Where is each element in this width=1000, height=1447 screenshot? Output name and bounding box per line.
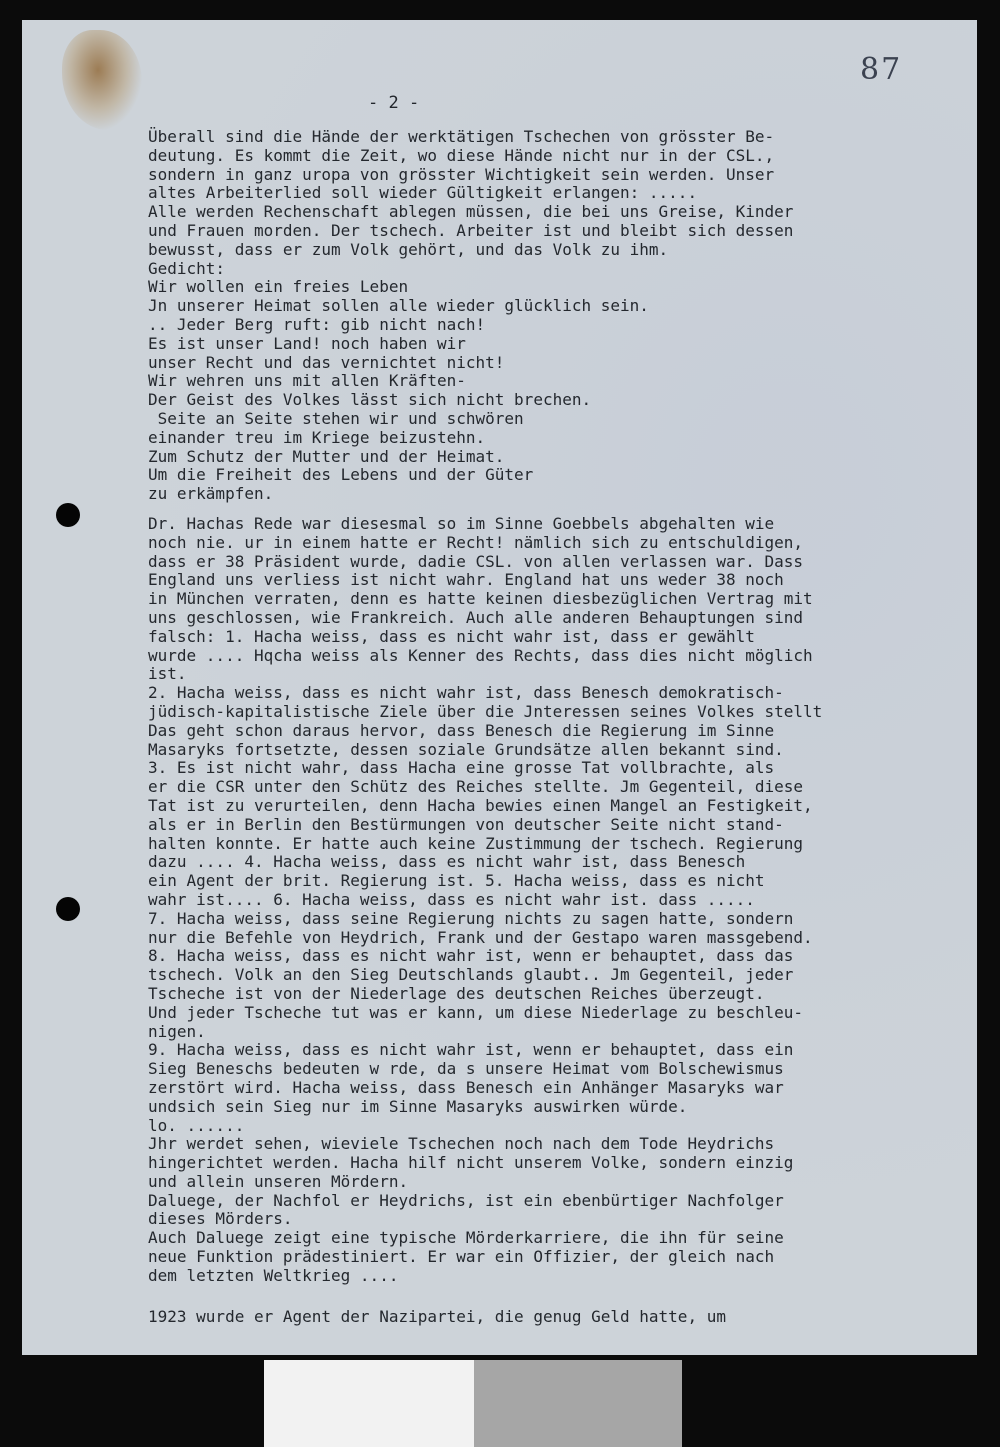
text-line: dem letzten Weltkrieg .... bbox=[148, 1265, 399, 1285]
text-line: zerstört wird. Hacha weiss, dass Benesch ein Anhänger Masaryks war bbox=[148, 1077, 784, 1097]
text-line: als er in Berlin den Bestürmungen von deutscher Seite nicht stand- bbox=[148, 814, 784, 834]
text-line: Gedicht: bbox=[148, 258, 226, 278]
text-line: deutung. Es kommt die Zeit, wo diese Hände nicht nur in der CSL., bbox=[148, 145, 775, 165]
text-line: England uns verliess ist nicht wahr. England hat uns weder 38 noch bbox=[148, 570, 784, 590]
text-line: Dr. Hachas Rede war diesesmal so im Sinne Goebbels abgehalten wie bbox=[148, 514, 775, 533]
punch-hole-bottom bbox=[56, 897, 80, 921]
text-line: in München verraten, denn es hatte keinen diesbezüglichen Vertrag mit bbox=[148, 589, 813, 609]
text-line: dieses Mörders. bbox=[148, 1209, 293, 1229]
page-label: - 2 - bbox=[368, 93, 420, 113]
text-line: Daluege, der Nachfol er Heydrichs, ist ein ebenbürtiger Nachfolger bbox=[148, 1190, 784, 1210]
text-line: bewusst, dass er zum Volk gehört, und das Volk zu ihm. bbox=[148, 239, 669, 259]
text-line: 3. Es ist nicht wahr, dass Hacha eine grosse Tat vollbrachte, als bbox=[148, 758, 775, 778]
text-line: unser Recht und das vernichtet nicht! bbox=[148, 352, 505, 372]
text-line: Zum Schutz der Mutter und der Heimat. bbox=[148, 446, 505, 466]
text-line: falsch: 1. Hacha weiss, dass es nicht wahr ist, dass er gewählt bbox=[148, 626, 755, 646]
text-line: wurde .... Hqcha weiss als Kenner des Rechts, dass dies nicht möglich bbox=[148, 645, 813, 665]
text-line: nigen. bbox=[148, 1021, 206, 1041]
text-line: Masaryks fortsetzte, dessen soziale Grundsätze allen bekannt sind. bbox=[148, 739, 784, 759]
paragraph-3 bbox=[148, 1308, 726, 1327]
paper-stain bbox=[62, 30, 142, 130]
text-line: Wir wehren uns mit allen Kräften- bbox=[148, 371, 466, 391]
text-line: Um die Freiheit des Lebens und der Güter bbox=[148, 465, 534, 485]
text-line: 9. Hacha weiss, dass es nicht wahr ist, wenn er behauptet, dass ein bbox=[148, 1040, 794, 1060]
text-line: hingerichtet werden. Hacha hilf nicht unserem Volke, sondern einzig bbox=[148, 1153, 794, 1173]
text-line: einander treu im Kriege beizustehn. bbox=[148, 427, 486, 447]
text-line: Wir wollen ein freies Leben bbox=[148, 277, 409, 297]
text-line: 7. Hacha weiss, dass seine Regierung nichts zu sagen hatte, sondern bbox=[148, 908, 794, 928]
text-line: undsich sein Sieg nur im Sinne Masaryks auswirken würde. bbox=[148, 1096, 688, 1116]
text-line: dass er 38 Präsident wurde, dadie CSL. von allen verlassen war. Dass bbox=[148, 551, 804, 571]
text-line: uns geschlossen, wie Frankreich. Auch alle anderen Behauptungen sind bbox=[148, 607, 804, 627]
paragraph-1 bbox=[148, 128, 793, 504]
text-line: altes Arbeiterlied soll wieder Gültigkeit erlangen: ..... bbox=[148, 183, 698, 203]
text-line: 2. Hacha weiss, dass es nicht wahr ist, dass Benesch demokratisch- bbox=[148, 683, 784, 703]
text-line: Tscheche ist von der Niederlage des deutschen Reiches überzeugt. bbox=[148, 983, 765, 1003]
text-line: nur die Befehle von Heydrich, Frank und der Gestapo waren massgebend. bbox=[148, 927, 813, 947]
text-line: Alle werden Rechenschaft ablegen müssen, die bei uns Greise, Kinder bbox=[148, 202, 794, 222]
text-line: halten konnte. Er hatte auch keine Zustimmung der tschech. Regierung bbox=[148, 833, 804, 853]
text-line: wahr ist.... 6. Hacha weiss, dass es nicht wahr ist. dass ..... bbox=[148, 889, 755, 909]
text-line: sondern in ganz uropa von grösster Wichtigkeit sein werden. Unser bbox=[148, 164, 775, 184]
text-line: Auch Daluege zeigt eine typische Mörderkarriere, die ihn für seine bbox=[148, 1228, 784, 1248]
footer-gray-patch bbox=[474, 1360, 682, 1447]
text-line: tschech. Volk an den Sieg Deutschlands glaubt.. Jm Gegenteil, jeder bbox=[148, 965, 794, 985]
text-line: Sieg Beneschs bedeuten w rde, da s unsere Heimat vom Bolschewismus bbox=[148, 1059, 784, 1079]
text-line: .. Jeder Berg ruft: gib nicht nach! bbox=[148, 314, 486, 334]
page-number: 87 bbox=[860, 52, 903, 87]
punch-hole-top bbox=[56, 503, 80, 527]
text-line: neue Funktion prädestiniert. Er war ein Offizier, der gleich nach bbox=[148, 1247, 775, 1267]
text-line: lo. ...... bbox=[148, 1115, 245, 1135]
paragraph-2 bbox=[148, 515, 822, 1286]
text-line: zu erkämpfen. bbox=[148, 484, 274, 504]
text-line: Das geht schon daraus hervor, dass Benesch die Regierung im Sinne bbox=[148, 720, 775, 740]
text-line: und allein unseren Mördern. bbox=[148, 1171, 409, 1191]
text-line: Tat ist zu verurteilen, denn Hacha bewies einen Mangel an Festigkeit, bbox=[148, 795, 813, 815]
text-line: 8. Hacha weiss, dass es nicht wahr ist, wenn er behauptet, dass das bbox=[148, 946, 794, 966]
text-line: und Frauen morden. Der tschech. Arbeiter ist und bleibt sich dessen bbox=[148, 220, 794, 240]
text-line: ist. bbox=[148, 664, 187, 684]
text-line: Jhr werdet sehen, wieviele Tschechen noch nach dem Tode Heydrichs bbox=[148, 1134, 775, 1154]
text-line: er die CSR unter den Schütz des Reiches stellte. Jm Gegenteil, diese bbox=[148, 777, 804, 797]
footer-white-patch bbox=[264, 1360, 474, 1447]
text-line: Es ist unser Land! noch haben wir bbox=[148, 333, 466, 353]
text-line: jüdisch-kapitalistische Ziele über die Jnteressen seines Volkes stellt bbox=[148, 701, 823, 721]
text-line: Jn unserer Heimat sollen alle wieder glücklich sein. bbox=[148, 296, 649, 316]
text-line: ein Agent der brit. Regierung ist. 5. Hacha weiss, dass es nicht bbox=[148, 871, 765, 891]
text-line: Überall sind die Hände der werktätigen Tschechen von grösster Be- bbox=[148, 127, 775, 146]
text-line: Seite an Seite stehen wir und schwören bbox=[148, 408, 524, 428]
text-line: 1923 wurde er Agent der Nazipartei, die genug Geld hatte, um bbox=[148, 1307, 726, 1326]
text-line: Und jeder Tscheche tut was er kann, um diese Niederlage zu beschleu- bbox=[148, 1002, 804, 1022]
text-line: Der Geist des Volkes lässt sich nicht brechen. bbox=[148, 390, 592, 410]
text-line: dazu .... 4. Hacha weiss, dass es nicht wahr ist, dass Benesch bbox=[148, 852, 746, 872]
text-line: noch nie. ur in einem hatte er Recht! nämlich sich zu entschuldigen, bbox=[148, 532, 804, 552]
